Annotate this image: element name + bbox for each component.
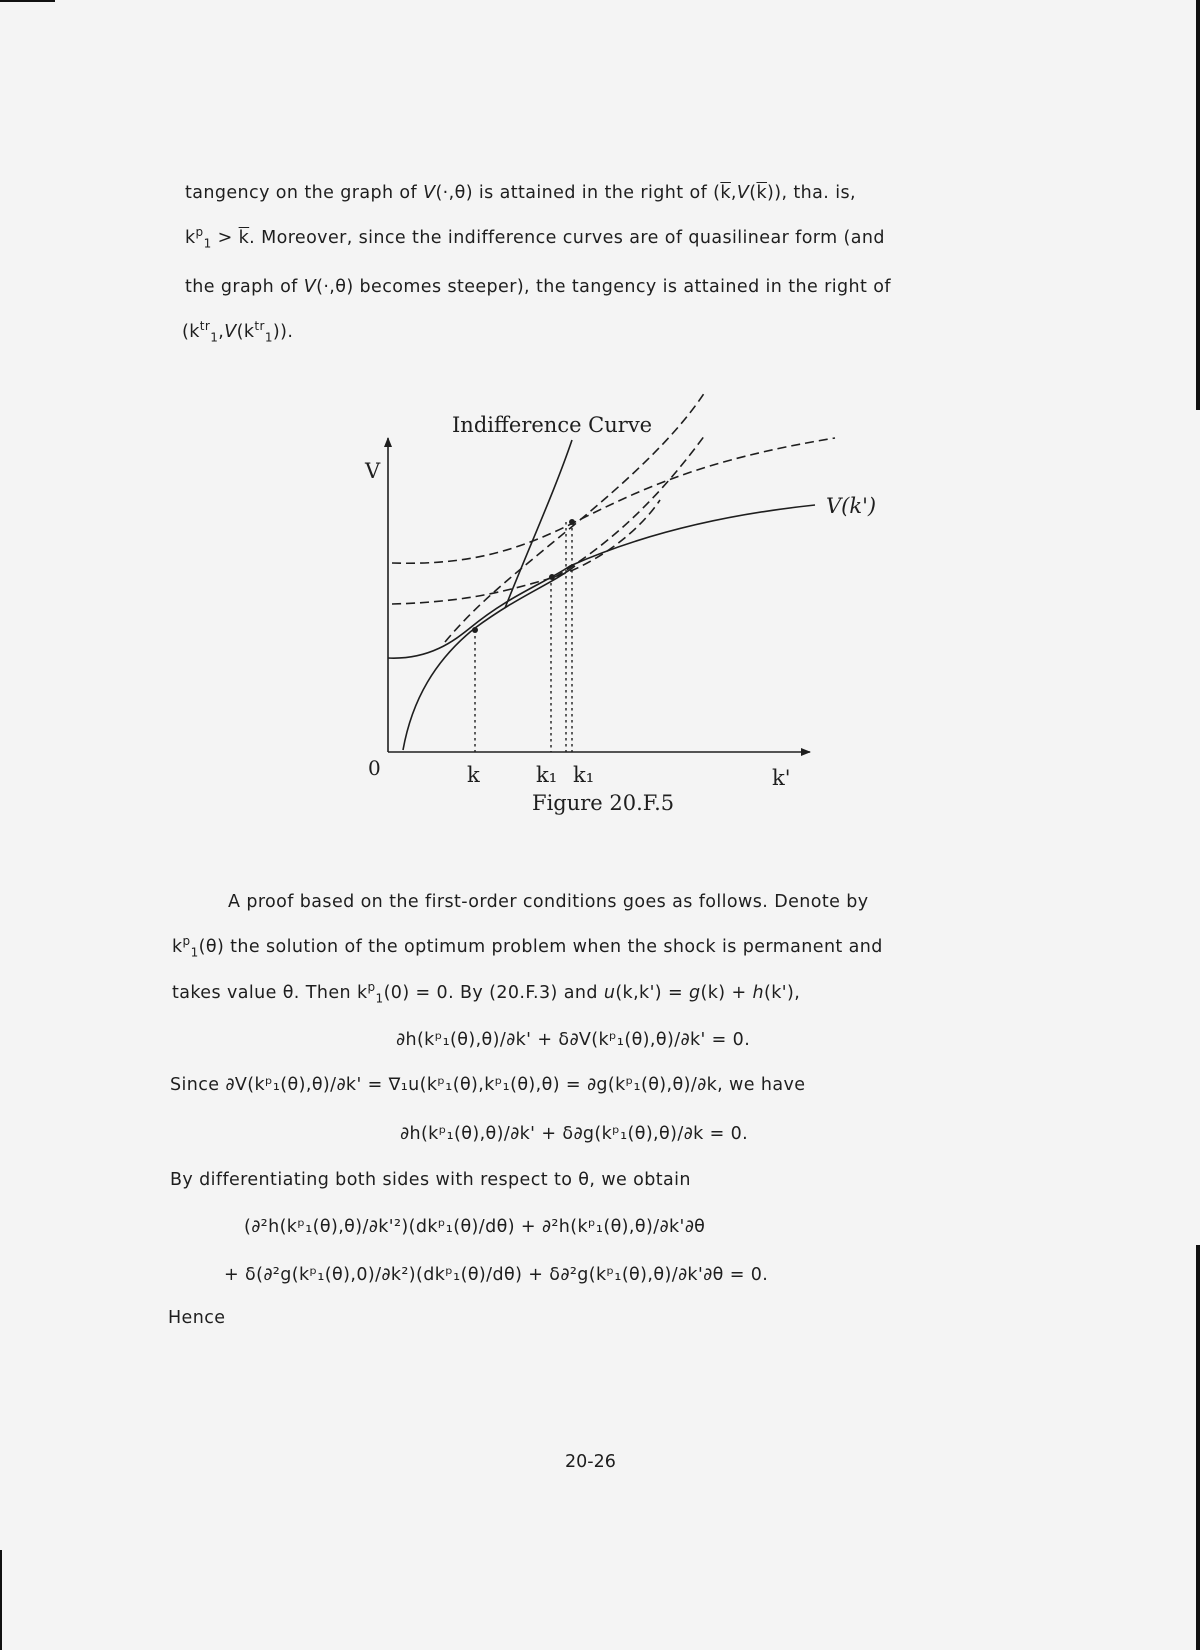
text-span: (·,θ) becomes steeper), the tangency is attained in the right of	[316, 277, 891, 297]
scan-edge-right-top	[1196, 0, 1200, 410]
text-span: (0) = 0. By (20.F.3) and	[383, 983, 598, 1003]
indifference-curve-label: Indifference Curve	[452, 413, 653, 437]
equation-4	[224, 1265, 768, 1285]
text-span: ,	[218, 322, 225, 342]
variable-kbar: $\overline{k}$	[720, 183, 731, 203]
variable-u: u	[603, 983, 616, 1003]
text-line-5	[228, 892, 869, 912]
scan-edge-left-bottom	[0, 1550, 2, 1650]
superscript: tr	[199, 319, 211, 334]
variable-kbar: $\overline{k}$	[238, 228, 250, 248]
indifference-curve-steep	[505, 440, 572, 608]
superscript: tr	[254, 319, 265, 334]
tangency-point-high	[569, 519, 575, 525]
text-span: (k,k') =	[615, 983, 684, 1003]
text-span: Since ∂V(kᵖ₁(θ),θ)/∂k' = ∇₁u(kᵖ₁(θ),kᵖ₁(θ),θ) = ∂g(kᵖ₁(θ),θ)/∂k, we have	[170, 1075, 806, 1095]
variable-k: k	[172, 937, 183, 957]
figure-caption: Figure 20.F.5	[532, 791, 675, 815]
dashed-curve-middle	[392, 500, 660, 604]
tick-label-k1-left: k₁	[536, 763, 558, 787]
text-span: (k	[236, 322, 255, 342]
text-span: the graph of	[185, 277, 298, 297]
superscript: p	[195, 225, 204, 240]
v-curve-label: V(k')	[826, 494, 877, 518]
equation-text: + δ(∂²g(kᵖ₁(θ),0)/∂k²)(dkᵖ₁(θ)/dθ) + δ∂²g(kᵖ₁(θ),θ)/∂k'∂θ = 0.	[224, 1265, 769, 1285]
tick-label-k: k	[467, 763, 480, 787]
equation-1	[396, 1030, 750, 1050]
indifference-curve-low	[403, 566, 575, 750]
text-span: (k'),	[764, 983, 801, 1003]
y-axis-label: V	[365, 459, 381, 483]
tangency-point-mid	[549, 574, 555, 580]
page-number: 20-26	[565, 1452, 616, 1472]
variable-V: V	[303, 277, 317, 297]
tangency-point-low	[472, 627, 478, 633]
text-line-6	[172, 934, 883, 960]
subscript: 1	[190, 945, 199, 960]
subscript: 1	[203, 236, 212, 251]
equation-2	[400, 1124, 748, 1144]
text-span: ,	[730, 183, 737, 203]
variable-g: g	[689, 983, 701, 1003]
text-span: (·,θ) is attained in the right of (	[435, 183, 721, 203]
equation-text: (∂²h(kᵖ₁(θ),θ)/∂k'²)(dkᵖ₁(θ)/dθ) + ∂²h(kᵖ₁(θ),θ)/∂k'∂θ	[244, 1217, 706, 1237]
subscript: 1	[210, 330, 219, 345]
superscript: p	[367, 980, 376, 995]
text-span: >	[211, 228, 239, 248]
text-line-10	[168, 1308, 225, 1328]
text-line-7	[172, 980, 801, 1006]
tick-label-k1-right: k₁	[573, 763, 595, 787]
text-span: )).	[272, 322, 294, 342]
equation-3	[244, 1217, 705, 1237]
text-span: (θ) the solution of the optimum problem when the shock is permanent and	[198, 937, 883, 957]
x-axis-label: k'	[772, 766, 791, 790]
text-span: . Moreover, since the indifference curves are of quasilinear form (and	[249, 228, 885, 248]
variable-V: V	[224, 322, 237, 342]
superscript: p	[182, 934, 191, 949]
variable-V: V	[423, 183, 436, 203]
text-span: takes value θ. Then k	[172, 983, 368, 1003]
v-function-curve	[388, 505, 815, 658]
dashed-curve-upper	[392, 438, 835, 563]
dashed-steep-curve-2	[555, 435, 705, 577]
text-line-9	[170, 1170, 691, 1190]
text-span: By differentiating both sides with respect to θ, we obtain	[170, 1170, 691, 1190]
text-span: A proof based on the first-order conditions goes as follows. Denote by	[228, 892, 869, 912]
equation-text: ∂h(kᵖ₁(θ),θ)/∂k' + δ∂V(kᵖ₁(θ),θ)/∂k' = 0.	[396, 1030, 751, 1050]
text-span: tangency on the graph of	[185, 183, 418, 203]
subscript: 1	[264, 330, 273, 345]
scan-edge-top-left	[0, 0, 55, 2]
equation-text: ∂h(kᵖ₁(θ),θ)/∂k' + δ∂g(kᵖ₁(θ),θ)/∂k = 0.	[400, 1124, 749, 1144]
scan-edge-right-bottom	[1196, 1245, 1200, 1650]
text-span: (	[749, 183, 757, 203]
text-span: Hence	[168, 1308, 226, 1328]
variable-V: V	[736, 183, 750, 203]
origin-label: 0	[368, 756, 381, 780]
variable-k: k	[185, 228, 196, 248]
text-span: (k	[182, 322, 200, 342]
text-line-8	[170, 1075, 805, 1095]
variable-kbar: $\overline{k}$	[756, 183, 768, 203]
text-span: (k) +	[700, 983, 747, 1003]
subscript: 1	[375, 991, 384, 1006]
variable-h: h	[752, 983, 765, 1003]
text-span: )), tha. is,	[767, 183, 856, 203]
